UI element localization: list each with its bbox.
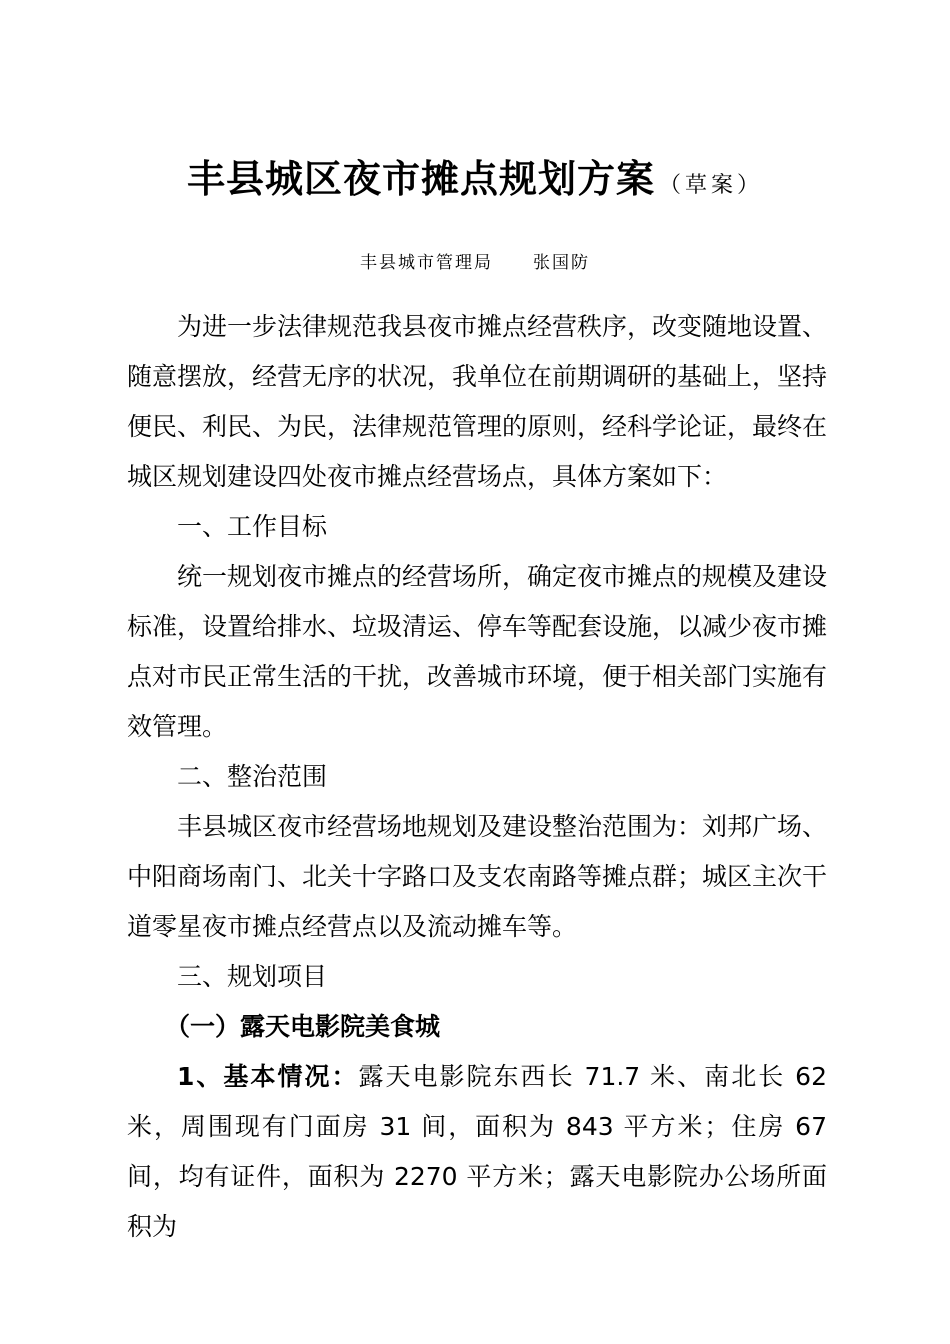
basic-info-paragraph	[127, 1052, 827, 1252]
title-row	[0, 148, 950, 203]
subsection-heading-cinema-food-city: （一）露天电影院美食城	[165, 1012, 441, 1041]
section-heading-scope: 二、整治范围	[177, 762, 328, 791]
author-line	[0, 248, 950, 273]
author-organization: 丰县城市管理局	[360, 253, 493, 273]
document-body	[127, 302, 827, 1252]
intro-paragraph: 为进一步法律规范我县夜市摊点经营秩序，改变随地设置、随意摆放，经营无序的状况，我单位在前期调研的基础上，坚持便民、利民、为民，法律规范管理的原则，经科学论证，最终在城区规划建设四处夜市摊点经营场点，具体方案如下：	[127, 312, 828, 491]
section-heading-projects: 三、规划项目	[177, 962, 328, 991]
goals-paragraph: 统一规划夜市摊点的经营场所，确定夜市摊点的规模及建设标准，设置给排水、垃圾清运、停车等配套设施，以减少夜市摊点对市民正常生活的干扰，改善城市环境，便于相关部门实施有效管理。	[127, 562, 828, 741]
author-name: 张国防	[533, 253, 590, 273]
basic-info-text: 露天电影院东西长 71.7 米、南北长 62 米，周围现有门面房 31 间，面积为 843 平方米；住房 67 间，均有证件，面积为 2270 平方米；露天电影院办公场所面积为	[127, 1062, 827, 1241]
scope-paragraph: 丰县城区夜市经营场地规划及建设整治范围为：刘邦广场、中阳商场南门、北关十字路口及支农南路等摊点群；城区主次干道零星夜市摊点经营点以及流动摊车等。	[127, 812, 828, 941]
draft-note: （草案）	[659, 173, 764, 198]
document-title: 丰县城区夜市摊点规划方案	[186, 157, 655, 201]
section-heading-goals: 一、工作目标	[177, 512, 328, 541]
basic-info-label: 1、基本情况：	[177, 1062, 359, 1091]
